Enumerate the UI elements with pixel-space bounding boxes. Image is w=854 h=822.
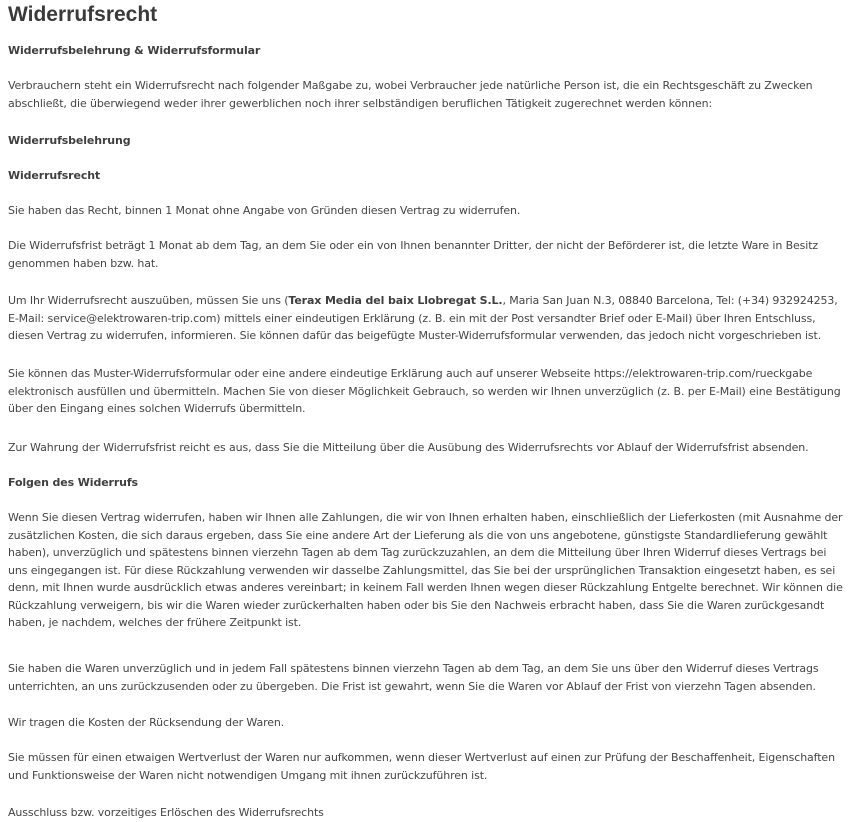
paragraph-ruecksendung: Sie haben die Waren unverzüglich und in jedem Fall spätestens binnen vierzehn Tagen ab dem Tag, an dem Sie uns über den Widerruf dieses Vertrags unterrichten, an uns zurückzusenden oder zu übergeben. Die Frist ist gewahrt, wenn Sie die Waren vor Ablauf der Frist von vierzehn Tagen absenden. [8,662,819,693]
company-name: Terax Media del baix Llobregat S.L. [288,294,503,307]
ausuebung-prefix: Um Ihr Widerrufsrecht auszuüben, müssen Sie uns ( [8,294,289,307]
paragraph-ausschluss: Ausschluss bzw. vorzeitiges Erlöschen des Widerrufsrechts [8,806,324,819]
page-title: Widerrufsrecht [8,3,158,26]
paragraph-ausuebung [8,292,846,345]
heading-widerrufsrecht: Widerrufsrecht [8,169,101,182]
intro-paragraph: Verbrauchern steht ein Widerrufsrecht nach folgender Maßgabe zu, wobei Verbraucher jede natürliche Person ist, die ein Rechtsgeschäft zu Zwecken abschließt, die überwiegend weder ihrer gewerblichen noch ihrer selbständigen beruflichen Tätigkeit zugerechnet werden können: [8,79,813,110]
paragraph-folgen: Wenn Sie diesen Vertrag widerrufen, haben wir Ihnen alle Zahlungen, die wir von Ihnen erhalten haben, einschließlich der Lieferkosten (mit Ausnahme der zusätzlichen Kosten, die sich daraus ergeben, dass Sie eine andere Art der Lieferung als die von uns angebotene, günstigste Standardlieferung gewählt haben), unverzüglich und spätestens binnen vierzehn Tagen ab dem Tag zurückzuzahlen, an dem die Mitteilung über Ihren Widerruf dieses Vertrags bei uns eingegangen ist. Für diese Rückzahlung verwenden wir dasselbe Zahlungsmittel, das Sie bei der ursprünglichen Transaktion eingesetzt haben, es sei denn, mit Ihnen wurde ausdrücklich etwas anderes vereinbart; in keinem Fall werden Ihnen wegen dieser Rückzahlung Entgelte berechnet. Wir können die Rückzahlung verweigern, bis wir die Waren wieder zurückerhalten haben oder bis Sie den Nachweis erbracht haben, dass Sie die Waren zurückgesandt haben, je nachdem, welches der frühere Zeitpunkt ist. [8,511,843,629]
paragraph-widerrufsrecht: Sie haben das Recht, binnen 1 Monat ohne Angabe von Gründen diesen Vertrag zu widerrufen. [8,204,521,217]
heading-widerrufsbelehrung: Widerrufsbelehrung [8,134,131,147]
paragraph-muster-widerrufsformular: Sie können das Muster-Widerrufsformular oder eine andere eindeutige Erklärung auch auf unserer Webseite https://elektrowaren-trip.com/rueckgabe elektronisch ausfüllen und übermitteln. Machen Sie von dieser Möglichkeit Gebrauch, so werden wir Ihnen unverzüglich (z. B. per E-Mail) eine Bestätigung über den Eingang eines solchen Widerrufs übermitteln. [8,367,841,415]
paragraph-wahrung-frist: Zur Wahrung der Widerrufsfrist reicht es aus, dass Sie die Mitteilung über die Ausübung des Widerrufsrechts vor Ablauf der Widerrufsfrist absenden. [8,441,809,454]
paragraph-kosten: Wir tragen die Kosten der Rücksendung der Waren. [8,716,285,729]
paragraph-widerrufsfrist: Die Widerrufsfrist beträgt 1 Monat ab dem Tag, an dem Sie oder ein von Ihnen benannter Dritter, der nicht der Beförderer ist, die letzte Ware in Besitz genommen haben bzw. hat. [8,239,819,270]
subtitle-heading: Widerrufsbelehrung & Widerrufsformular [8,44,261,57]
heading-folgen-des-widerrufs: Folgen des Widerrufs [8,476,138,489]
paragraph-wertverlust: Sie müssen für einen etwaigen Wertverlust der Waren nur aufkommen, wenn dieser Wertverlust auf einen zur Prüfung der Beschaffenheit, Eigenschaften und Funktionsweise der Waren nicht notwendigen Umgang mit ihnen zurückzuführen ist. [8,751,835,782]
ausuebung-suffix: , Maria San Juan N.3, 08840 Barcelona, Tel: (+34) 932924253, E-Mail: service@elektrowaren-trip.com) mittels einer eindeutigen Erklärung (z. B. ein mit der Post versandter Brief oder E-Mail) über Ihren Entschluss, diesen Vertrag zu widerrufen, informieren. Sie können dafür das beigefügte Muster-Widerrufsformular verwenden, das jedoch nicht vorgeschrieben ist. [8,294,838,342]
